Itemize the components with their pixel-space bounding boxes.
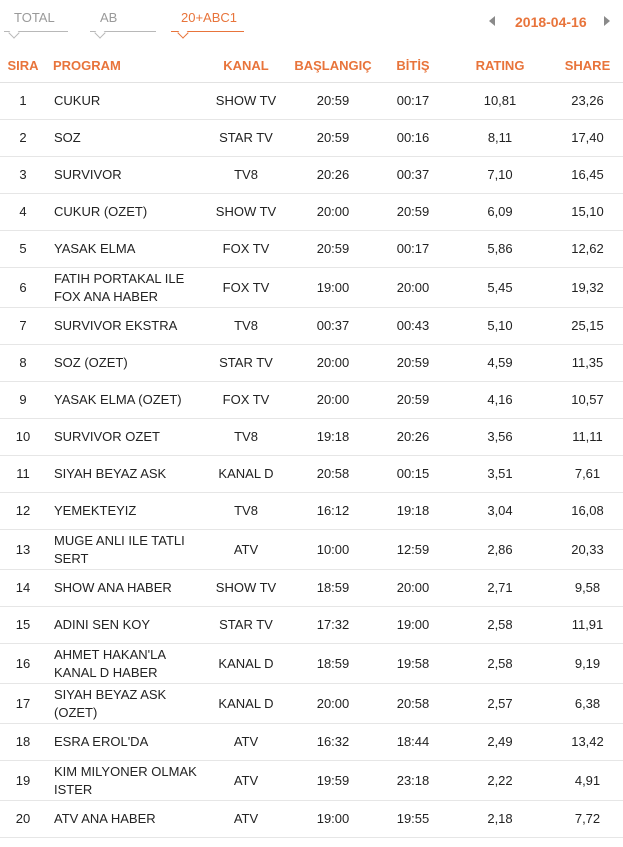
table-row[interactable] — [0, 194, 623, 231]
cell-end: 20:58 — [378, 684, 448, 724]
table-row[interactable] — [0, 120, 623, 157]
table-body — [0, 83, 623, 838]
cell-channel: TV8 — [204, 493, 288, 530]
next-date-icon[interactable] — [604, 16, 610, 26]
cell-channel: TV8 — [204, 308, 288, 345]
cell-share: 7,72 — [552, 801, 623, 838]
cell-rank: 3 — [0, 157, 46, 194]
cell-share: 13,42 — [552, 724, 623, 761]
cell-rank: 5 — [0, 231, 46, 268]
cell-channel: FOX TV — [204, 268, 288, 308]
cell-channel: STAR TV — [204, 607, 288, 644]
cell-channel: STAR TV — [204, 120, 288, 157]
ratings-table — [0, 48, 623, 838]
cell-start: 16:12 — [288, 493, 378, 530]
cell-end: 12:59 — [378, 530, 448, 570]
cell-start: 20:59 — [288, 83, 378, 120]
cell-rating: 7,10 — [448, 157, 552, 194]
cell-end: 00:15 — [378, 456, 448, 493]
cell-program: ESRA EROL'DA — [46, 724, 204, 761]
cell-rank: 18 — [0, 724, 46, 761]
cell-program: SIYAH BEYAZ ASK — [46, 456, 204, 493]
cell-rank: 13 — [0, 530, 46, 570]
tab-pointer-icon — [94, 27, 105, 38]
cell-program: KIM MILYONER OLMAK ISTER — [46, 761, 204, 801]
cell-channel: ATV — [204, 801, 288, 838]
cell-share: 7,61 — [552, 456, 623, 493]
cell-start: 16:32 — [288, 724, 378, 761]
cell-channel: TV8 — [204, 419, 288, 456]
current-date: 2018-04-16 — [515, 14, 587, 30]
table-row[interactable] — [0, 382, 623, 419]
cell-channel: FOX TV — [204, 382, 288, 419]
cell-start: 10:00 — [288, 530, 378, 570]
cell-program: MUGE ANLI ILE TATLI SERT — [46, 530, 204, 570]
table-row[interactable] — [0, 493, 623, 530]
cell-rating: 6,09 — [448, 194, 552, 231]
table-row[interactable] — [0, 801, 623, 838]
cell-end: 19:00 — [378, 607, 448, 644]
cell-channel: ATV — [204, 724, 288, 761]
cell-rank: 8 — [0, 345, 46, 382]
cell-rank: 7 — [0, 308, 46, 345]
cell-channel: KANAL D — [204, 684, 288, 724]
table-row[interactable] — [0, 231, 623, 268]
cell-rank: 17 — [0, 684, 46, 724]
previous-date-icon[interactable] — [489, 16, 495, 26]
table-row[interactable] — [0, 308, 623, 345]
table-row[interactable] — [0, 607, 623, 644]
column-header-share[interactable]: SHARE — [552, 48, 623, 83]
cell-end: 20:00 — [378, 570, 448, 607]
tab-ab[interactable] — [90, 10, 156, 32]
cell-program: YASAK ELMA — [46, 231, 204, 268]
cell-rating: 2,22 — [448, 761, 552, 801]
cell-program: AHMET HAKAN'LA KANAL D HABER — [46, 644, 204, 684]
cell-share: 6,38 — [552, 684, 623, 724]
cell-program: SIYAH BEYAZ ASK (OZET) — [46, 684, 204, 724]
cell-channel: SHOW TV — [204, 570, 288, 607]
cell-start: 20:26 — [288, 157, 378, 194]
tab-total[interactable] — [4, 10, 68, 32]
cell-channel: FOX TV — [204, 231, 288, 268]
cell-end: 19:18 — [378, 493, 448, 530]
table-row[interactable] — [0, 345, 623, 382]
cell-end: 20:59 — [378, 345, 448, 382]
cell-start: 20:00 — [288, 345, 378, 382]
table-row[interactable] — [0, 419, 623, 456]
cell-rank: 15 — [0, 607, 46, 644]
cell-end: 23:18 — [378, 761, 448, 801]
cell-share: 4,91 — [552, 761, 623, 801]
cell-end: 00:37 — [378, 157, 448, 194]
cell-rating: 10,81 — [448, 83, 552, 120]
cell-share: 17,40 — [552, 120, 623, 157]
table-row[interactable] — [0, 761, 623, 801]
cell-start: 20:00 — [288, 382, 378, 419]
tab-20-abc1-label: 20+ABC1 — [181, 10, 238, 25]
tab-ab-label: AB — [100, 10, 118, 25]
cell-rating: 3,56 — [448, 419, 552, 456]
table-row[interactable] — [0, 456, 623, 493]
cell-channel: KANAL D — [204, 644, 288, 684]
cell-program: YEMEKTEYIZ — [46, 493, 204, 530]
cell-share: 16,45 — [552, 157, 623, 194]
column-header-bitis[interactable]: BİTİŞ — [378, 48, 448, 83]
top-bar — [0, 0, 623, 42]
cell-end: 20:00 — [378, 268, 448, 308]
cell-start: 18:59 — [288, 570, 378, 607]
cell-program: CUKUR — [46, 83, 204, 120]
cell-share: 9,58 — [552, 570, 623, 607]
cell-rank: 12 — [0, 493, 46, 530]
cell-channel: KANAL D — [204, 456, 288, 493]
cell-rank: 2 — [0, 120, 46, 157]
cell-rating: 3,04 — [448, 493, 552, 530]
cell-rating: 2,58 — [448, 607, 552, 644]
cell-share: 16,08 — [552, 493, 623, 530]
cell-rank: 16 — [0, 644, 46, 684]
cell-share: 25,15 — [552, 308, 623, 345]
column-header-program[interactable]: PROGRAM — [46, 48, 204, 83]
table-row[interactable] — [0, 644, 623, 684]
cell-share: 12,62 — [552, 231, 623, 268]
cell-channel: TV8 — [204, 157, 288, 194]
column-header-sira[interactable]: SIRA — [0, 48, 46, 83]
cell-share: 19,32 — [552, 268, 623, 308]
table-header-row — [0, 48, 623, 83]
table-row[interactable] — [0, 268, 623, 308]
cell-end: 00:17 — [378, 83, 448, 120]
cell-rating: 8,11 — [448, 120, 552, 157]
cell-rank: 4 — [0, 194, 46, 231]
cell-rating: 2,49 — [448, 724, 552, 761]
table-row[interactable] — [0, 83, 623, 120]
cell-rank: 11 — [0, 456, 46, 493]
cell-start: 17:32 — [288, 607, 378, 644]
cell-share: 20,33 — [552, 530, 623, 570]
cell-share: 15,10 — [552, 194, 623, 231]
cell-program: CUKUR (OZET) — [46, 194, 204, 231]
cell-share: 11,35 — [552, 345, 623, 382]
cell-rating: 2,71 — [448, 570, 552, 607]
cell-rating: 3,51 — [448, 456, 552, 493]
cell-rating: 2,57 — [448, 684, 552, 724]
cell-program: SURVIVOR EKSTRA — [46, 308, 204, 345]
cell-start: 00:37 — [288, 308, 378, 345]
cell-start: 20:59 — [288, 231, 378, 268]
cell-program: SHOW ANA HABER — [46, 570, 204, 607]
cell-start: 19:00 — [288, 268, 378, 308]
cell-end: 19:55 — [378, 801, 448, 838]
cell-rating: 2,86 — [448, 530, 552, 570]
table-row[interactable] — [0, 570, 623, 607]
cell-end: 19:58 — [378, 644, 448, 684]
cell-channel: ATV — [204, 530, 288, 570]
tab-pointer-icon — [8, 27, 19, 38]
cell-share: 11,91 — [552, 607, 623, 644]
cell-program: ADINI SEN KOY — [46, 607, 204, 644]
cell-rank: 14 — [0, 570, 46, 607]
cell-program: ATV ANA HABER — [46, 801, 204, 838]
column-header-baslangic[interactable]: BAŞLANGIÇ — [288, 48, 378, 83]
cell-end: 20:59 — [378, 382, 448, 419]
cell-end: 20:59 — [378, 194, 448, 231]
cell-program: YASAK ELMA (OZET) — [46, 382, 204, 419]
cell-end: 20:26 — [378, 419, 448, 456]
cell-rating: 2,18 — [448, 801, 552, 838]
cell-program: SURVIVOR OZET — [46, 419, 204, 456]
tab-20-abc1[interactable] — [171, 10, 244, 32]
cell-rank: 1 — [0, 83, 46, 120]
cell-rank: 9 — [0, 382, 46, 419]
cell-rank: 10 — [0, 419, 46, 456]
cell-end: 00:16 — [378, 120, 448, 157]
cell-rating: 5,10 — [448, 308, 552, 345]
table-row[interactable] — [0, 724, 623, 761]
column-header-kanal[interactable]: KANAL — [204, 48, 288, 83]
cell-rating: 2,58 — [448, 644, 552, 684]
table-row[interactable] — [0, 684, 623, 724]
column-header-rating[interactable]: RATING — [448, 48, 552, 83]
table-row[interactable] — [0, 530, 623, 570]
cell-rating: 4,16 — [448, 382, 552, 419]
cell-channel: ATV — [204, 761, 288, 801]
cell-rank: 20 — [0, 801, 46, 838]
cell-program: SURVIVOR — [46, 157, 204, 194]
cell-rank: 19 — [0, 761, 46, 801]
cell-start: 18:59 — [288, 644, 378, 684]
cell-share: 10,57 — [552, 382, 623, 419]
cell-start: 19:18 — [288, 419, 378, 456]
cell-end: 00:43 — [378, 308, 448, 345]
cell-program: SOZ — [46, 120, 204, 157]
cell-rating: 4,59 — [448, 345, 552, 382]
cell-share: 23,26 — [552, 83, 623, 120]
table-row[interactable] — [0, 157, 623, 194]
cell-start: 20:00 — [288, 684, 378, 724]
cell-rank: 6 — [0, 268, 46, 308]
tab-pointer-icon — [177, 27, 188, 38]
cell-start: 20:59 — [288, 120, 378, 157]
cell-channel: STAR TV — [204, 345, 288, 382]
cell-share: 9,19 — [552, 644, 623, 684]
cell-end: 18:44 — [378, 724, 448, 761]
cell-channel: SHOW TV — [204, 83, 288, 120]
cell-start: 19:00 — [288, 801, 378, 838]
cell-end: 00:17 — [378, 231, 448, 268]
cell-start: 19:59 — [288, 761, 378, 801]
date-selector — [483, 14, 623, 34]
cell-program: SOZ (OZET) — [46, 345, 204, 382]
cell-rating: 5,45 — [448, 268, 552, 308]
cell-start: 20:00 — [288, 194, 378, 231]
tab-total-label: TOTAL — [14, 10, 55, 25]
cell-program: FATIH PORTAKAL ILE FOX ANA HABER — [46, 268, 204, 308]
cell-start: 20:58 — [288, 456, 378, 493]
cell-channel: SHOW TV — [204, 194, 288, 231]
cell-rating: 5,86 — [448, 231, 552, 268]
cell-share: 11,11 — [552, 419, 623, 456]
